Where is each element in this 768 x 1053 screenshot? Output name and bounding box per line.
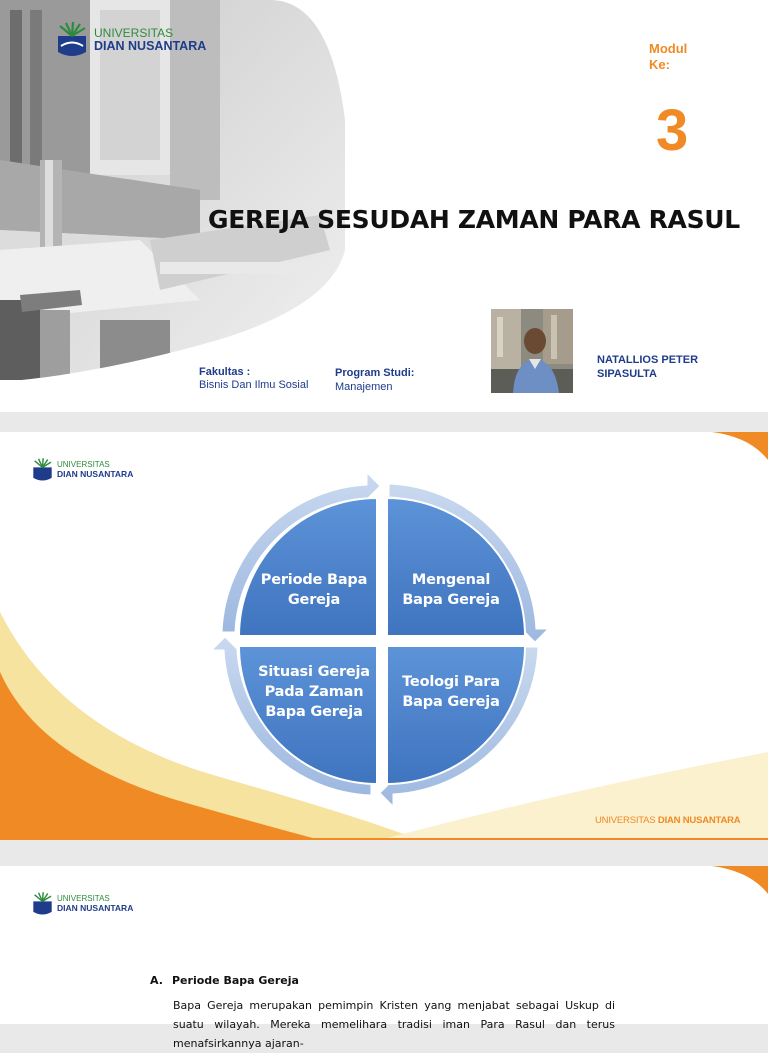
university-logo <box>56 22 206 58</box>
quadrant-label-teologi: Teologi Para Bapa Gereja <box>402 674 500 710</box>
modul-number: 3 <box>656 98 689 163</box>
prodi-label: Program Studi: <box>335 367 415 379</box>
quadrant-label-situasi: Situasi Gereja Pada Zaman Bapa Gereja <box>258 664 370 720</box>
logo-line1: UNIVERSITAS <box>94 26 174 41</box>
modul-label: Modul Ke: <box>649 41 688 72</box>
fakultas-label: Fakultas : <box>199 366 251 378</box>
document-title: GEREJA SESUDAH ZAMAN PARA RASUL <box>208 205 740 234</box>
content-slide <box>0 866 768 1050</box>
section-letter: A. <box>150 974 163 987</box>
fakultas-value: Bisnis Dan Ilmu Sosial <box>199 379 309 391</box>
quadrant-periode <box>239 498 377 636</box>
logo-emblem-icon <box>32 458 53 482</box>
quadrant-mengenal <box>387 498 525 636</box>
logo-emblem-icon <box>32 892 53 916</box>
author-name: NATALLIOS PETER SIPASULTA <box>597 354 699 380</box>
university-logo <box>32 458 133 482</box>
logo-line1: UNIVERSITAS <box>57 894 110 904</box>
logo-line1: UNIVERSITAS <box>57 460 110 470</box>
logo-line2: DIAN NUSANTARA <box>57 468 134 479</box>
author-photo <box>491 309 573 393</box>
diagram-slide <box>0 432 768 840</box>
logo-emblem-icon <box>56 22 88 58</box>
cycle-diagram <box>200 472 570 812</box>
footer-brand: UNIVERSITAS DIAN NUSANTARA <box>595 815 741 826</box>
body-paragraph: Bapa Gereja merupakan pemimpin Kristen yang menjabat sebagai Uskup di suatu wilayah. Mereka memelihara tradisi iman Para Rasul dan terus menafsirkannya ajaran- <box>173 999 615 1050</box>
section-heading <box>150 974 299 987</box>
quadrant-label-periode: Periode Bapa Gereja <box>260 572 368 608</box>
prodi-value: Manajemen <box>335 381 393 393</box>
university-logo <box>32 892 133 916</box>
logo-line2: DIAN NUSANTARA <box>94 38 207 53</box>
logo-line2: DIAN NUSANTARA <box>57 902 134 913</box>
section-title: Periode Bapa Gereja <box>172 974 299 987</box>
quadrant-label-mengenal: Mengenal Bapa Gereja <box>402 572 500 608</box>
quadrant-teologi <box>387 646 525 784</box>
cover-slide <box>0 0 768 412</box>
